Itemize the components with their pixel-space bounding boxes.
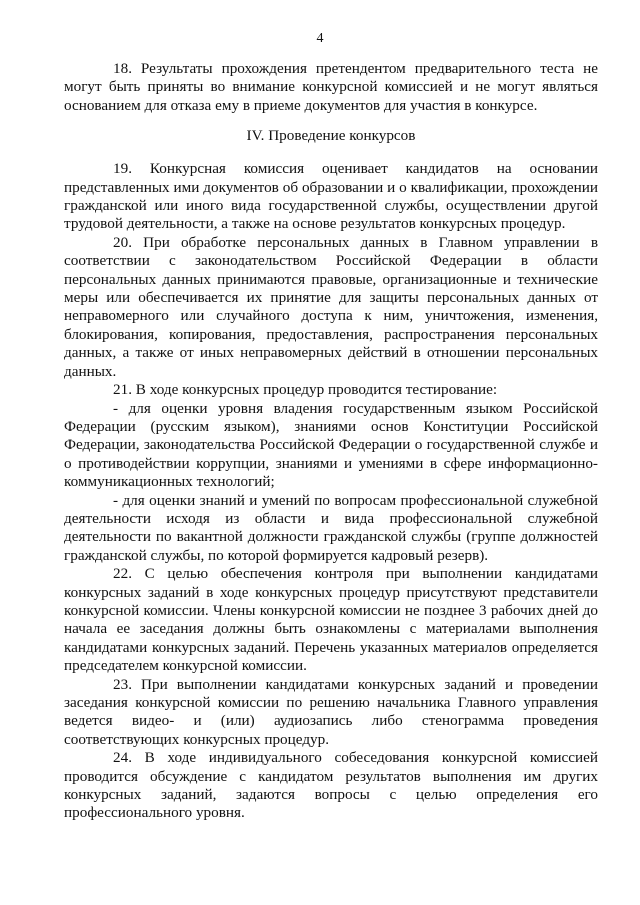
paragraph-19: 19. Конкурсная комиссия оценивает кандидатов на основании представленных ими документов об образовании и о квалификации, прохождении гражданской или иного вида государственной службы, осуществлении другой трудовой деятельности, а также на основе результатов конкурсных процедур. xyxy=(64,160,598,233)
page-number: 4 xyxy=(316,31,324,46)
paragraph-21-item-1: - для оценки уровня владения государственным языком Российской Федерации (русским языком), знаниями основ Конституции Российской Федерации, законодательства Российской Федерации о государственной службе и о противодействии коррупции, знаниями и умениями в сфере информационно-коммуникационных технологий; xyxy=(64,399,598,491)
document-body xyxy=(64,60,598,823)
paragraph-18: 18. Результаты прохождения претендентом предварительного теста не могут быть приняты во внимание конкурсной комиссией и не могут являться основанием для отказа ему в приеме документов для участия в конкурсе. xyxy=(64,60,598,114)
paragraph-24: 24. В ходе индивидуального собеседования конкурсной комиссией проводится обсуждение с кандидатом результатов выполнения им других конкурсных заданий, задаются вопросы с целью определения его профессионального уровня. xyxy=(64,749,598,822)
paragraph-21: 21. В ходе конкурсных процедур проводится тестирование: xyxy=(113,381,498,399)
paragraph-20: 20. При обработке персональных данных в Главном управлении в соответствии с законодательством Российской Федерации в области персональных данных принимаются правовые, организационные и технические меры или обеспечивается их принятие для защиты персональных данных от неправомерного или случайного доступа к ним, уничтожения, изменения, блокирования, копирования, предоставления, распространения персональных данных, а также от иных неправомерных действий в отношении персональных данных. xyxy=(64,233,598,380)
section-heading: IV. Проведение конкурсов xyxy=(246,127,416,145)
paragraph-21-item-2: - для оценки знаний и умений по вопросам профессиональной служебной деятельности исходя из области и вида профессиональной служебной деятельности по вакантной должности гражданской службы (группе должностей гражданской службы, по которой формируется кадровый резерв). xyxy=(64,491,598,564)
paragraph-22: 22. С целью обеспечения контроля при выполнении кандидатами конкурсных заданий в ходе конкурсных процедур присутствуют представители конкурсной комиссии. Члены конкурсной комиссии не позднее 3 рабочих дней до начала ее заседания должны быть ознакомлены с материалами выполнения кандидатами конкурсных заданий. Перечень указанных материалов определяется председателем конкурсной комиссии. xyxy=(64,565,598,675)
paragraph-23: 23. При выполнении кандидатами конкурсных заданий и проведении заседания конкурсной комиссии по решению начальника Главного управления ведется видео- и (или) аудиозапись либо стенограмма проведения соответствующих конкурсных процедур. xyxy=(64,675,598,748)
